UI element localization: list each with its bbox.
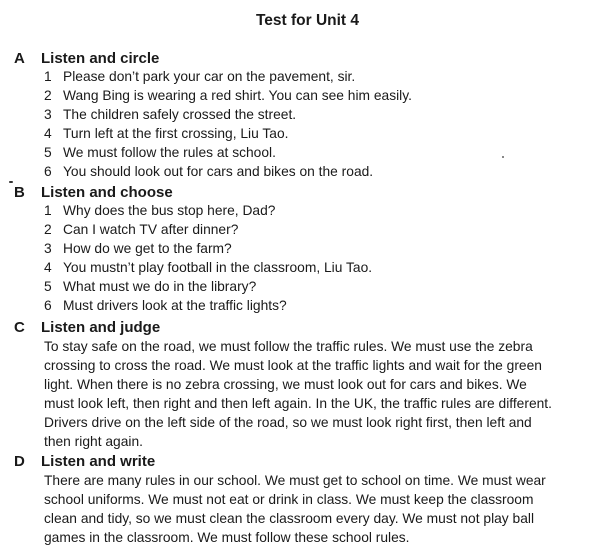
section-letter: C [14, 319, 25, 336]
section-heading [14, 184, 173, 201]
page-title: Test for Unit 4 [255, 12, 360, 29]
section-heading [14, 319, 160, 336]
scan-mark [9, 181, 13, 183]
paragraph-line: There are many rules in our school. We must get to school on time. We must wear [44, 473, 546, 488]
item-number: 4 [44, 260, 52, 275]
paragraph [44, 337, 609, 451]
list-item [44, 88, 412, 103]
paragraph-line: games in the classroom. We must follow these school rules. [44, 530, 410, 545]
item-number: 2 [44, 88, 52, 103]
section-title: Listen and choose [41, 184, 173, 201]
item-number: 5 [44, 279, 52, 294]
section-title: Listen and judge [41, 319, 161, 336]
item-text: The children safely crossed the street. [63, 107, 297, 122]
item-text: You mustn’t play football in the classroom, Liu Tao. [63, 260, 373, 275]
list-item [44, 164, 373, 179]
item-text: We must follow the rules at school. [63, 145, 276, 160]
paragraph-line: crossing to cross the road. We must look at the traffic lights and wait for the green [44, 358, 542, 373]
section-title: Listen and write [41, 453, 156, 470]
item-number: 3 [44, 241, 52, 256]
item-number: 6 [44, 164, 52, 179]
item-number: 1 [44, 203, 52, 218]
paragraph-line: school uniforms. We must not eat or drink in class. We must keep the classroom [44, 492, 534, 507]
item-text: Why does the bus stop here, Dad? [63, 203, 276, 218]
list-item [44, 298, 287, 313]
section-letter: B [14, 184, 25, 201]
list-item [44, 260, 372, 275]
paragraph-line: Drivers drive on the left side of the road, so we must look right first, then left and [44, 415, 532, 430]
list-item [44, 145, 276, 160]
paragraph [44, 471, 609, 547]
list-item [44, 203, 275, 218]
item-number: 1 [44, 69, 52, 84]
paragraph-line: To stay safe on the road, we must follow the traffic rules. We must use the zebra [44, 339, 533, 354]
list-item [44, 69, 355, 84]
list-item [44, 279, 256, 294]
section-letter: D [14, 453, 25, 470]
item-number: 2 [44, 222, 52, 237]
item-text: Can I watch TV after dinner? [63, 222, 239, 237]
paragraph-line: clean and tidy, so we must clean the classroom every day. We must not play ball [44, 511, 535, 526]
section-heading [14, 453, 155, 470]
item-text: Turn left at the first crossing, Liu Tao. [63, 126, 289, 141]
list-item [44, 222, 238, 237]
list-item [44, 107, 296, 122]
item-number: 6 [44, 298, 52, 313]
list-item [44, 126, 288, 141]
item-text: Wang Bing is wearing a red shirt. You can see him easily. [63, 88, 412, 103]
item-number: 5 [44, 145, 52, 160]
paragraph-line: must look left, then right and then left again. In the UK, the traffic rules are different. [44, 396, 552, 411]
section-letter: A [14, 50, 25, 67]
paragraph-line: then right again. [44, 434, 143, 449]
scan-dot [502, 156, 504, 158]
item-text: How do we get to the farm? [63, 241, 232, 256]
paragraph-line: light. When there is no zebra crossing, we must look out for cars and bikes. We [44, 377, 527, 392]
item-text: Must drivers look at the traffic lights? [63, 298, 287, 313]
section-title: Listen and circle [41, 50, 160, 67]
item-text: Please don’t park your car on the pavement, sir. [63, 69, 356, 84]
item-number: 4 [44, 126, 52, 141]
item-number: 3 [44, 107, 52, 122]
list-item [44, 241, 232, 256]
item-text: What must we do in the library? [63, 279, 257, 294]
item-text: You should look out for cars and bikes on the road. [63, 164, 374, 179]
section-heading [14, 50, 159, 67]
